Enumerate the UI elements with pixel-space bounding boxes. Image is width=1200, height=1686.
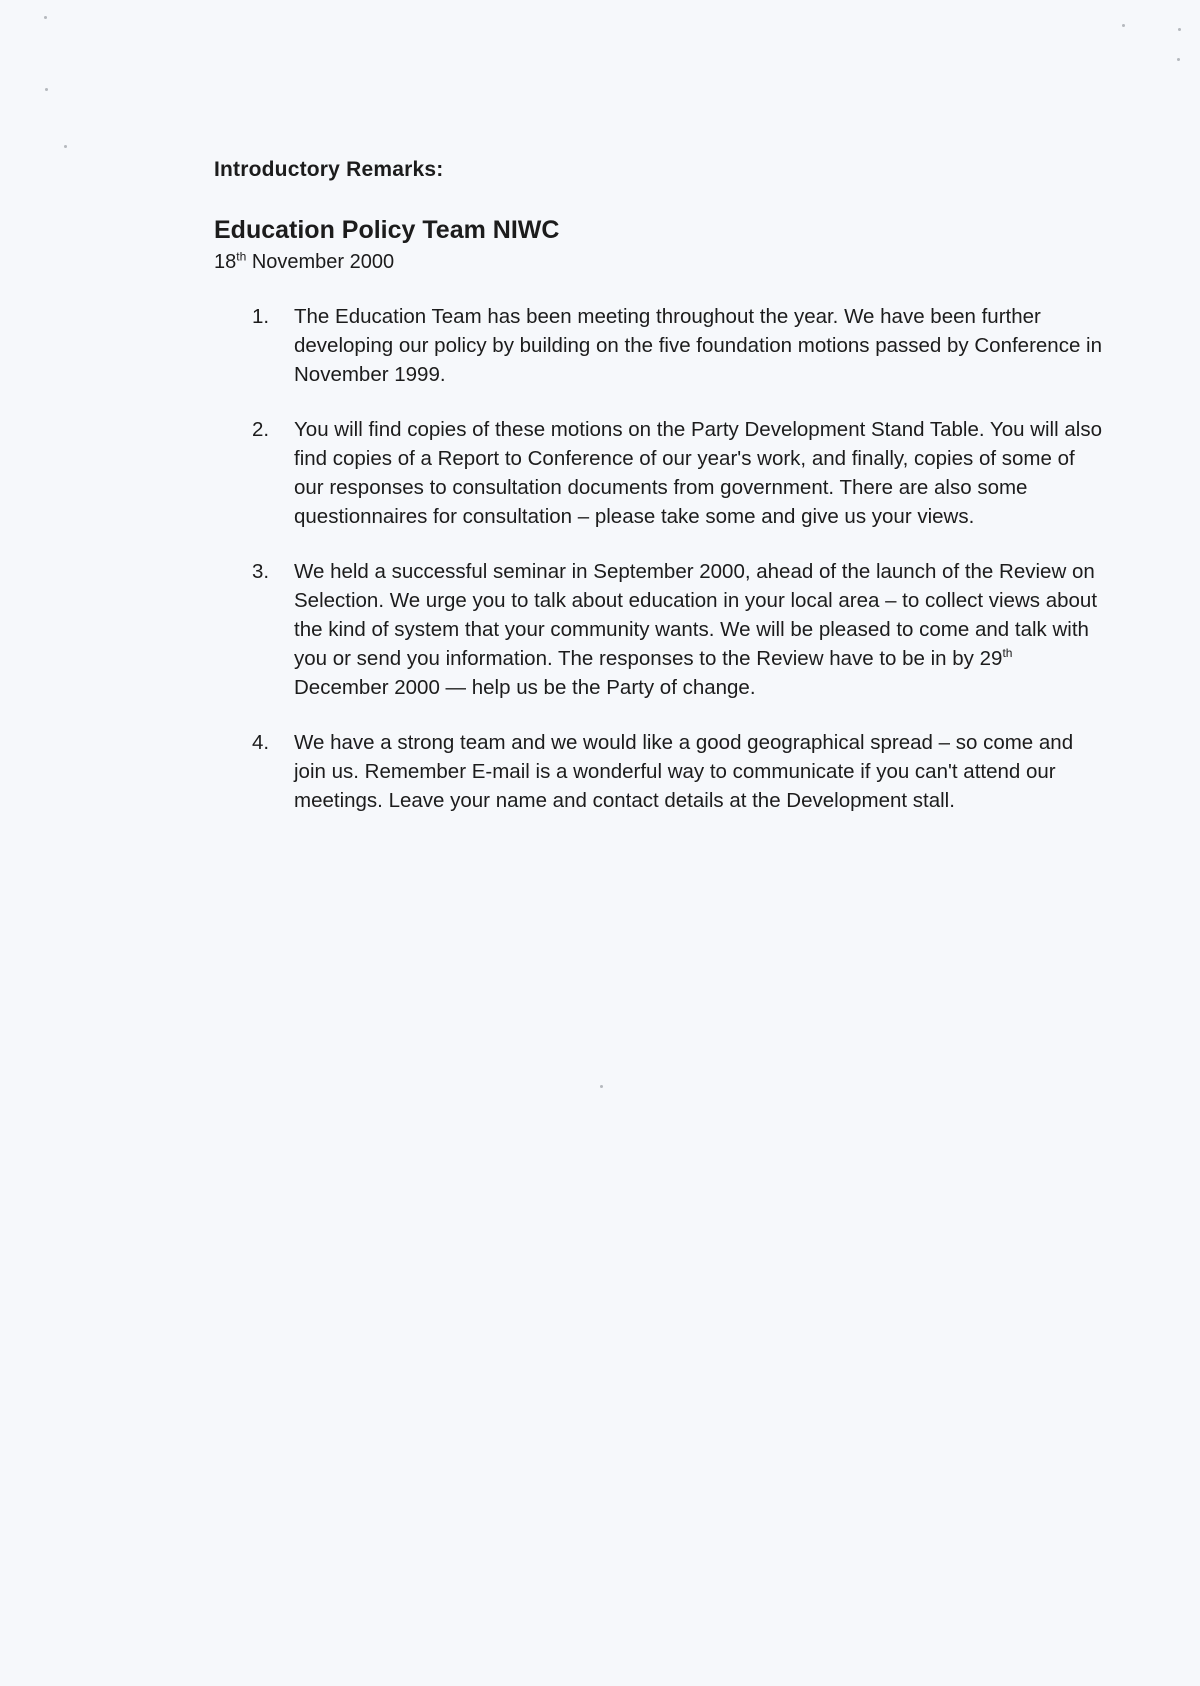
scan-speck [1177,58,1180,61]
remarks-list [252,302,1107,841]
list-item [252,415,1107,531]
intro-label: Introductory Remarks: [214,158,444,181]
list-item [252,302,1107,389]
list-item-number: 4. [252,731,270,754]
list-item-text: We have a strong team and we would like a good geographical spread – so come and join us. Remember E-mail is a wonderful way to communicate if you can't attend our meetings. Leave your name and contact details at the Development stall. [294,731,1074,812]
date-rest: November 2000 [246,251,395,273]
date-ordinal: th [236,249,247,264]
scan-speck [64,145,67,148]
list-item-text-part: December 2000 — help us be the Party of change. [294,676,756,699]
scan-speck [1178,28,1181,31]
document-date [214,251,394,274]
list-item-text [294,560,1097,699]
document-title: Education Policy Team NIWC [214,216,560,244]
scan-speck [44,16,47,19]
list-item-text-part: We held a successful seminar in September 2000, ahead of the launch of the Review on Selection. We urge you to talk about education in your local area – to collect views about the kind of system that your community wants. We will be pleased to come and talk with you or send you information. The responses to the Review have to be in by 29 [294,560,1098,670]
scan-speck [600,1085,603,1088]
list-item [252,728,1107,815]
list-item-number: 2. [252,418,270,441]
scan-speck [45,88,48,91]
list-item-number: 3. [252,560,270,583]
ordinal-suffix: th [1002,646,1013,661]
list-item-number: 1. [252,305,270,328]
scan-speck [1122,24,1125,27]
date-day: 18 [214,251,237,273]
list-item-text: You will find copies of these motions on the Party Development Stand Table. You will also find copies of a Report to Conference of our year's work, and finally, copies of some of our responses to consultation documents from government. There are also some questionnaires for consultation – please take some and give us your views. [294,418,1102,528]
list-item [252,557,1107,702]
list-item-text: The Education Team has been meeting throughout the year. We have been further developing our policy by building on the five foundation motions passed by Conference in November 1999. [294,305,1102,386]
